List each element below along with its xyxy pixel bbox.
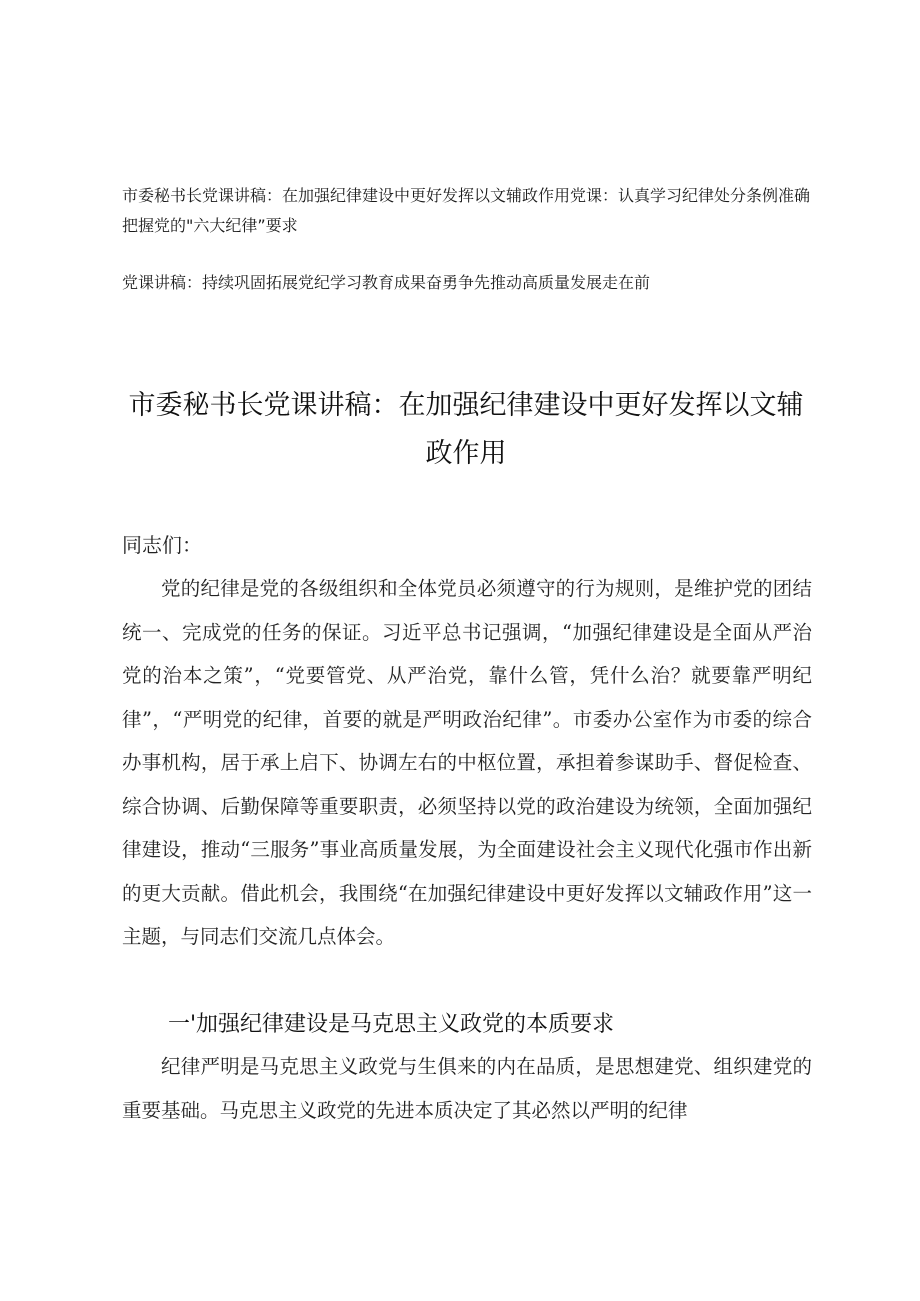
section-heading: 一'加强纪律建设是马克思主义政党的本质要求	[168, 1012, 615, 1037]
body-paragraph-2: 纪律严明是马克思主义政党与生俱来的内在品质，是思想建党、组织建党的重要基础。马克思主义政党的先进本质决定了其必然以严明的纪律	[122, 1055, 812, 1122]
related-article-link-2[interactable]: 党课讲稿：持续巩固拓展党纪学习教育成果奋勇争先推动高质量发展走在前	[122, 273, 651, 292]
body-paragraph-1: 党的纪律是党的各级组织和全体党员必须遵守的行为规则，是维护党的团结统一、完成党的任务的保证。习近平总书记强调，“加强纪律建设是全面从严治党的治本之策”，“党要管党、从严治党，靠什么管，凭什么治？就要靠严明纪律”，“严明党的纪律，首要的就是严明政治纪律”。市委办公室作为市委的综合办事机构，居于承上启下、协调左右的中枢位置，承担着参谋助手、督促检查、综合协调、后勤保障等重要职责，必须坚持以党的政治建设为统领，全面加强纪律建设，推动“三服务”事业高质量发展，为全面建设社会主义现代化强市作出新的更大贡献。借此机会，我围绕“在加强纪律建设中更好发挥以文辅政作用”这一主题，与同志们交流几点体会。	[122, 577, 812, 948]
salutation: 同志们：	[122, 533, 202, 557]
related-article-link-1[interactable]: 市委秘书长党课讲稿：在加强纪律建设中更好发挥以文辅政作用党课：认真学习纪律处分条例准确把握党的"六大纪律”要求	[122, 186, 811, 235]
document-title: 市委秘书长党课讲稿：在加强纪律建设中更好发挥以文辅政作用	[128, 390, 804, 469]
